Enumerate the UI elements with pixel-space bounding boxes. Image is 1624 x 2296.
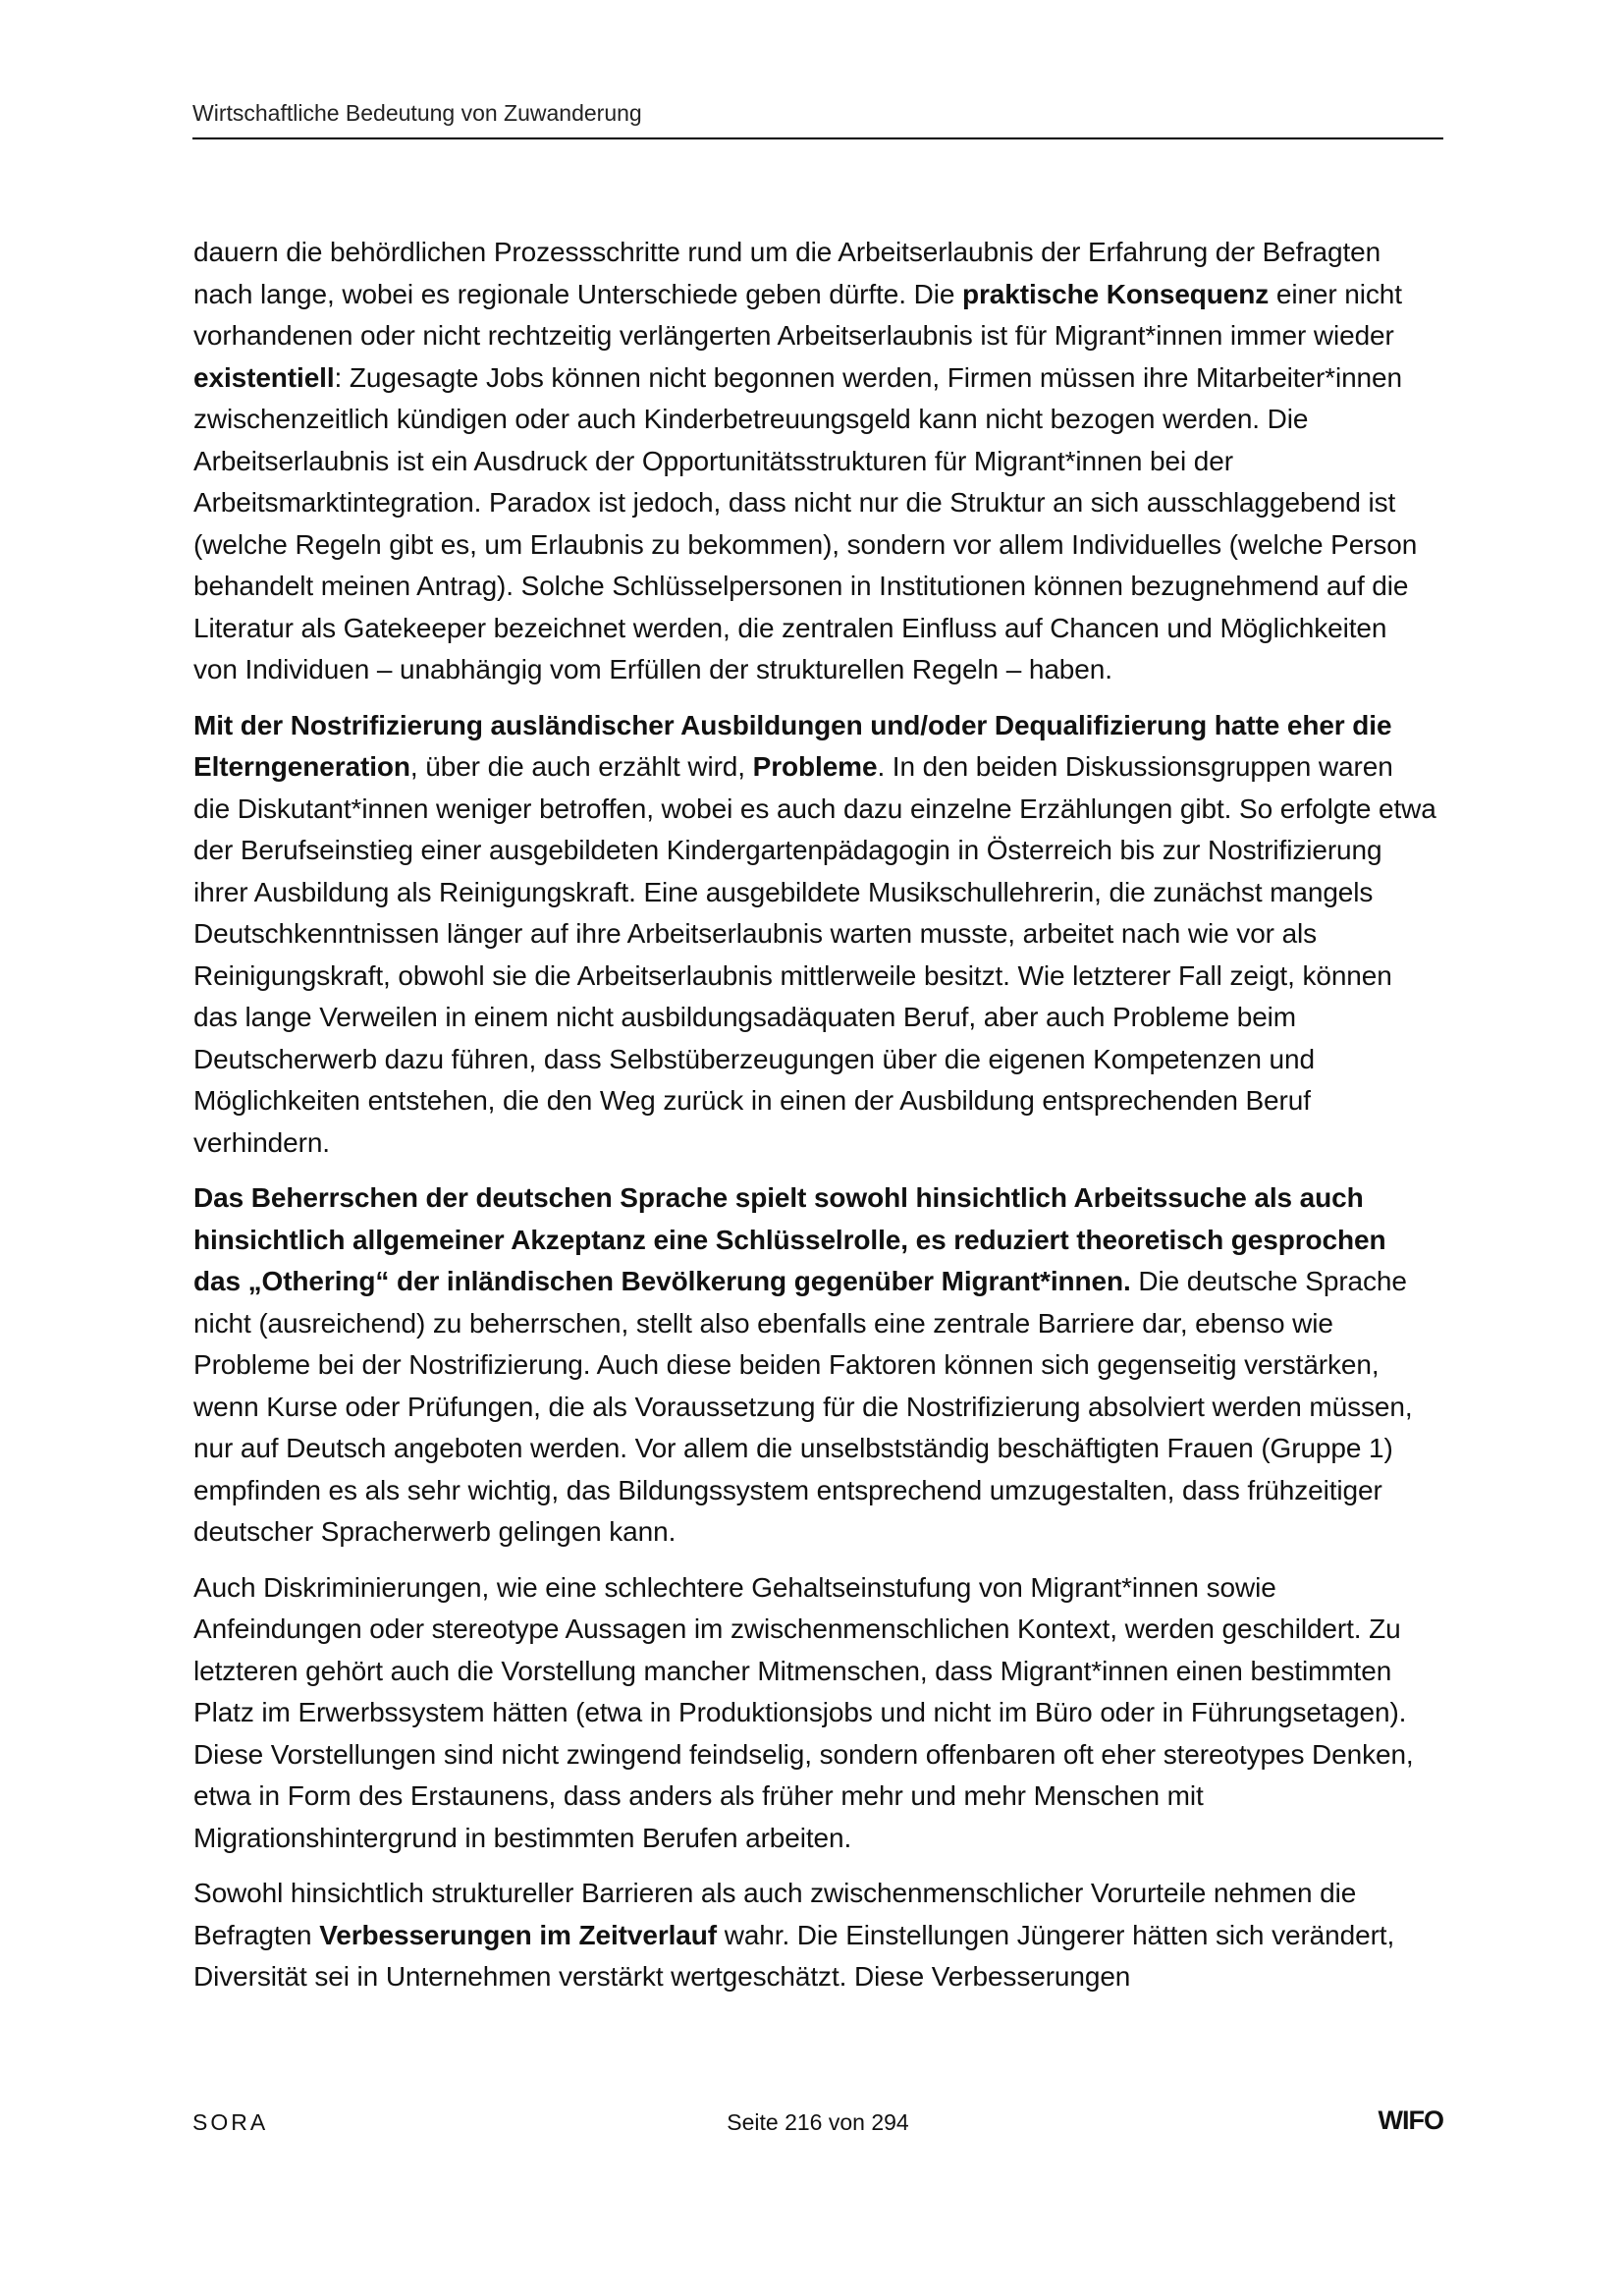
text-run: Sowohl hinsichtlich struktureller Barrieren als auch zwischenmenschlicher Vorurteile nehmen die Befragten xyxy=(193,1878,1357,1950)
text-run: , über die auch erzählt wird, xyxy=(409,751,753,782)
text-run: einer nicht vorhandenen oder nicht rechtzeitig verlängerten Arbeitserlaubnis ist für Migrant*innen immer wieder xyxy=(193,278,1402,351)
text-run: Auch Diskriminierungen, wie eine schlechtere Gehaltseinstufung von Migrant*innen sowie Anfeindungen oder stereotype Aussagen im zwischenmenschlichen Kontext, werden geschildert. Zu letzteren gehört auch die Vorstellung mancher Mitmenschen, dass Migrant*innen einen bestimmten Platz im Erwerbssystem hätten (etwa in Produktionsjobs und nicht im Büro oder in Führungsetagen). Diese Vorstellungen sind nicht zwingend feindselig, sondern offenbaren oft eher stereotypes Denken, etwa in Form des Erstaunens, dass anders als früher mehr und mehr Menschen mit Migrationshintergrund in bestimmten Berufen arbeiten. xyxy=(193,1571,1414,1853)
footer-institute-logo: WIFO xyxy=(1378,2105,1443,2135)
paragraph xyxy=(193,1177,1436,1554)
text-run: : Zugesagte Jobs können nicht begonnen werden, Firmen müssen ihre Mitarbeiter*innen zwischenzeitlich kündigen oder auch Kinderbetreuungsgeld kann nicht bezogen werden. Die Arbeitserlaubnis ist ein Ausdruck der Opportunitätsstrukturen für Migrant*innen bei der Arbeitsmarktintegration. Paradox ist jedoch, dass nicht nur die Struktur an sich ausschlaggebend ist (welche Regeln gibt es, um Erlaubnis zu bekommen), sondern vor allem Individuelles (welche Person behandelt meinen Antrag). Solche Schlüsselpersonen in Institutionen können bezugnehmend auf die Literatur als Gatekeeper bezeichnet werden, die zentralen Einfluss auf Chancen und Möglichkeiten von Individuen – unabhängig vom Erfüllen der strukturellen Regeln – haben. xyxy=(193,361,1418,684)
paragraph xyxy=(193,232,1436,691)
page-header xyxy=(192,96,1443,139)
paragraph xyxy=(193,1567,1436,1860)
text-run: wahr. Die Einstellungen Jüngerer hätten sich verändert, Diversität sei in Unternehmen verstärkt wertgeschätzt. Diese Verbesserungen xyxy=(193,1919,1395,1992)
footer-publisher-logo: SORA xyxy=(192,2109,269,2135)
bold-text-run: praktische Konsequenz xyxy=(961,278,1270,309)
bold-text-run: Mit der Nostrifizierung ausländischer Ausbildungen und/oder Dequalifizierung hatte eher die Elterngeneration xyxy=(193,709,1392,782)
page-footer xyxy=(192,2105,1443,2149)
text-run: . In den beiden Diskussionsgruppen waren die Diskutant*innen weniger betroffen, wobei es auch dazu einzelne Erzählungen gibt. So erfolgte etwa der Berufseinstieg einer ausgebildeten Kindergartenpädagogin in Österreich bis zur Nostrifizierung ihrer Ausbildung als Reinigungskraft. Eine ausgebildete Musikschullehrerin, die zunächst mangels Deutschkenntnissen länger auf ihre Arbeitserlaubnis warten musste, arbeitet nach wie vor als Reinigungskraft, obwohl sie die Arbeitserlaubnis mittlerweile besitzt. Wie letzterer Fall zeigt, können das lange Verweilen in einem nicht ausbildungsadäquaten Beruf, aber auch Probleme beim Deutscherwerb dazu führen, dass Selbstüberzeugungen über die eigenen Kompetenzen und Möglichkeiten entstehen, die den Weg zurück in einen der Ausbildung entsprechenden Beruf verhindern. xyxy=(193,751,1436,1158)
paragraph xyxy=(193,1873,1436,1998)
paragraph xyxy=(193,705,1436,1165)
bold-text-run: existentiell xyxy=(193,361,335,393)
bold-text-run: Probleme xyxy=(752,751,878,782)
text-run: dauern die behördlichen Prozessschritte rund um die Arbeitserlaubnis der Erfahrung der Befragten nach lange, wobei es regionale Unterschiede geben dürfte. Die xyxy=(193,237,1381,309)
bold-text-run: Verbesserungen im Zeitverlauf xyxy=(319,1919,718,1950)
header-title: Wirtschaftliche Bedeutung von Zuwanderung xyxy=(192,100,642,126)
text-run: Die deutsche Sprache nicht (ausreichend) zu beherrschen, stellt also ebenfalls eine zentrale Barriere dar, ebenso wie Probleme bei der Nostrifizierung. Auch diese beiden Faktoren können sich gegenseitig verstärken, wenn Kurse oder Prüfungen, die als Voraussetzung für die Nostrifizierung absolviert werden müssen, nur auf Deutsch angeboten werden. Vor allem die unselbstständig beschäftigten Frauen (Gruppe 1) empfinden es als sehr wichtig, das Bildungssystem entsprechend umzugestalten, dass frühzeitiger deutscher Spracherwerb gelingen kann. xyxy=(193,1266,1413,1547)
page-number: Seite 216 von 294 xyxy=(727,2109,909,2135)
body-text xyxy=(193,232,1436,2012)
bold-text-run: Das Beherrschen der deutschen Sprache spielt sowohl hinsichtlich Arbeitssuche als auch hinsichtlich allgemeiner Akzeptanz eine Schlüsselrolle, es reduziert theoretisch gesprochen das „Othering“ der inländischen Bevölkerung gegenüber Migrant*innen. xyxy=(193,1182,1386,1296)
